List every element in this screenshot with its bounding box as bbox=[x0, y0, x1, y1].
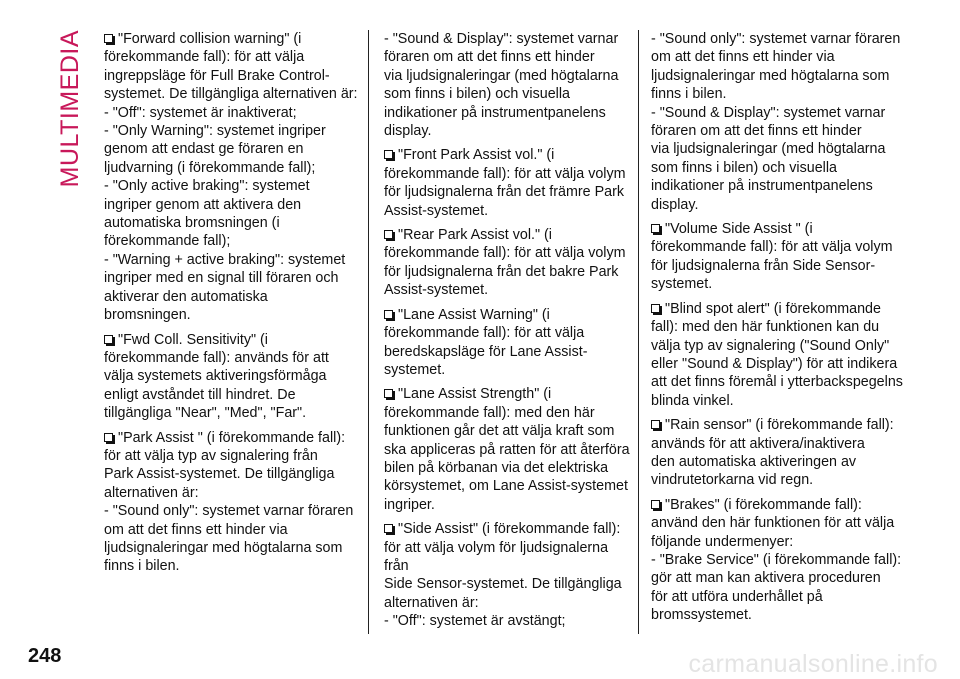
line-text: förekommande fall): för att välja bbox=[104, 49, 305, 66]
line-text: för att välja volym för ljudsignalerna från bbox=[384, 539, 609, 574]
line-text: som finns i bilen) och visuella bbox=[651, 159, 837, 176]
text-line bbox=[104, 465, 358, 483]
text-line bbox=[651, 159, 903, 177]
line-text: blinda vinkel. bbox=[651, 392, 734, 409]
text-line bbox=[104, 67, 358, 85]
checkbox-bullet-icon bbox=[104, 34, 113, 43]
line-text: tillgängliga "Near", "Med", "Far". bbox=[104, 405, 307, 422]
line-text: bromsningen. bbox=[104, 307, 191, 324]
section-label: MULTIMEDIA bbox=[56, 30, 84, 188]
paragraph bbox=[104, 331, 358, 423]
text-line bbox=[104, 404, 358, 422]
text-line bbox=[384, 441, 632, 459]
text-line bbox=[384, 459, 632, 477]
text-line bbox=[104, 521, 358, 539]
line-text: funktionen går det att välja kraft som bbox=[384, 423, 615, 440]
text-line bbox=[104, 159, 358, 177]
line-text: "Rain sensor" (i förekommande fall): bbox=[665, 417, 894, 434]
text-line bbox=[651, 104, 903, 122]
text-line bbox=[384, 226, 632, 244]
text-line bbox=[651, 373, 903, 391]
paragraph bbox=[104, 30, 358, 325]
line-text: används för att aktivera/inaktivera bbox=[651, 435, 865, 452]
text-line bbox=[384, 361, 632, 379]
line-text: att det finns föremål i ytterbackspegelns bbox=[651, 374, 903, 391]
line-text: för att välja typ av signalering från bbox=[104, 447, 318, 464]
line-text: - "Only active braking": systemet bbox=[104, 178, 310, 195]
line-text: eller "Sound & Display") för att indikera bbox=[651, 355, 898, 372]
paragraph bbox=[384, 146, 632, 220]
text-line bbox=[104, 122, 358, 140]
section-tab bbox=[56, 30, 86, 188]
text-line bbox=[384, 306, 632, 324]
text-line bbox=[104, 104, 358, 122]
text-line bbox=[104, 306, 358, 324]
line-text: för ljudsignalerna från det bakre Park bbox=[384, 263, 619, 280]
text-line bbox=[384, 165, 632, 183]
line-text: "Rear Park Assist vol." (i bbox=[398, 227, 552, 244]
paragraph bbox=[384, 306, 632, 380]
line-text: - "Off": systemet är inaktiverat; bbox=[104, 104, 297, 121]
line-text: genom att endast ge föraren en bbox=[104, 141, 304, 158]
line-text: systemet. bbox=[384, 361, 446, 378]
line-text: "Side Assist" (i förekommande fall): bbox=[398, 521, 621, 538]
line-text: "Blind spot alert" (i förekommande bbox=[665, 300, 881, 317]
checkbox-bullet-icon bbox=[384, 150, 393, 159]
text-line bbox=[651, 533, 903, 551]
text-line bbox=[651, 416, 903, 434]
text-line bbox=[651, 453, 903, 471]
line-text: körsystemet, om Lane Assist-systemet bbox=[384, 478, 628, 495]
text-line bbox=[651, 514, 903, 532]
line-text: för ljudsignalerna från Side Sensor- bbox=[651, 257, 876, 274]
line-text: förekommande fall): används för att bbox=[104, 349, 329, 366]
text-line bbox=[651, 551, 903, 569]
text-line bbox=[384, 263, 632, 281]
line-text: finns i bilen. bbox=[104, 558, 180, 575]
line-text: "Fwd Coll. Sensitivity" (i bbox=[118, 331, 268, 348]
line-text: automatiska bromsningen (i bbox=[104, 215, 280, 232]
paragraph bbox=[104, 429, 358, 576]
checkbox-bullet-icon bbox=[384, 524, 393, 533]
line-text: vindrutetorkarna vid regn. bbox=[651, 472, 814, 489]
text-line bbox=[651, 318, 903, 336]
line-text: Side Sensor-systemet. De tillgängliga bbox=[384, 576, 622, 593]
line-text: "Park Assist " (i förekommande fall): bbox=[118, 429, 346, 446]
line-text: ska appliceras på ratten för att återföra bbox=[384, 441, 630, 458]
paragraph bbox=[651, 416, 903, 490]
line-text: enligt avståndet till hindret. De bbox=[104, 386, 296, 403]
text-line bbox=[651, 30, 903, 48]
text-line bbox=[104, 331, 358, 349]
line-text: aktiverar den automatiska bbox=[104, 288, 268, 305]
line-text: för ljudsignalerna från det främre Park bbox=[384, 184, 624, 201]
text-line bbox=[384, 30, 632, 48]
line-text: välja typ av signalering ("Sound Only" bbox=[651, 337, 890, 354]
text-line bbox=[104, 367, 358, 385]
text-line bbox=[104, 447, 358, 465]
line-text: använd den här funktionen för att välja bbox=[651, 515, 895, 532]
text-line bbox=[104, 484, 358, 502]
text-column-3 bbox=[651, 30, 903, 631]
paragraph bbox=[651, 30, 903, 214]
line-text: välja systemets aktiveringsförmåga bbox=[104, 368, 327, 385]
text-line bbox=[651, 392, 903, 410]
text-line bbox=[104, 30, 358, 48]
text-line bbox=[104, 251, 358, 269]
line-text: Assist-systemet. bbox=[384, 202, 489, 219]
checkbox-bullet-icon bbox=[104, 433, 113, 442]
text-line bbox=[384, 85, 632, 103]
text-line bbox=[104, 429, 358, 447]
text-line bbox=[384, 202, 632, 220]
line-text: "Front Park Assist vol." (i bbox=[398, 147, 555, 164]
line-text: följande undermenyer: bbox=[651, 533, 794, 550]
text-line bbox=[384, 496, 632, 514]
text-line bbox=[384, 404, 632, 422]
line-text: - "Sound & Display": systemet varnar bbox=[384, 31, 619, 47]
line-text: förekommande fall): för att välja volym bbox=[384, 245, 626, 262]
text-line bbox=[651, 196, 903, 214]
text-line bbox=[651, 471, 903, 489]
paragraph bbox=[384, 385, 632, 514]
text-line bbox=[384, 594, 632, 612]
line-text: "Lane Assist Strength" (i bbox=[398, 386, 552, 403]
text-line bbox=[384, 422, 632, 440]
line-text: display. bbox=[651, 196, 699, 213]
text-line bbox=[104, 214, 358, 232]
text-line bbox=[384, 104, 632, 122]
line-text: alternativen är: bbox=[384, 594, 479, 611]
line-text: via ljudsignaleringar (med högtalarna bbox=[384, 67, 619, 84]
line-text: om att det finns ett hinder via bbox=[104, 521, 288, 538]
text-line bbox=[651, 238, 903, 256]
line-text: fall): med den här funktionen kan du bbox=[651, 319, 880, 336]
text-line bbox=[104, 85, 358, 103]
line-text: indikationer på instrumentpanelens bbox=[651, 178, 873, 195]
text-line bbox=[384, 183, 632, 201]
text-line bbox=[104, 140, 358, 158]
text-line bbox=[104, 196, 358, 214]
text-line bbox=[651, 220, 903, 238]
checkbox-bullet-icon bbox=[104, 335, 113, 344]
text-line bbox=[384, 122, 632, 140]
line-text: förekommande fall): för att välja volym bbox=[384, 165, 626, 182]
text-line bbox=[651, 257, 903, 275]
text-line bbox=[384, 146, 632, 164]
checkbox-bullet-icon bbox=[384, 230, 393, 239]
column-divider bbox=[638, 30, 639, 634]
line-text: föraren om att det finns ett hinder bbox=[651, 123, 862, 140]
line-text: gör att man kan aktivera proceduren bbox=[651, 570, 881, 587]
text-line bbox=[651, 85, 903, 103]
line-text: för att utföra underhållet på bbox=[651, 588, 823, 605]
line-text: ljudsignaleringar med högtalarna som bbox=[651, 67, 890, 84]
line-text: ingreppsläge för Full Brake Control- bbox=[104, 67, 330, 84]
line-text: förekommande fall): för att välja bbox=[384, 325, 585, 342]
paragraph bbox=[651, 300, 903, 410]
checkbox-bullet-icon bbox=[651, 420, 660, 429]
checkbox-bullet-icon bbox=[384, 389, 393, 398]
text-column-1 bbox=[104, 30, 358, 582]
text-line bbox=[651, 122, 903, 140]
checkbox-bullet-icon bbox=[651, 224, 660, 233]
text-line bbox=[384, 520, 632, 538]
line-text: "Lane Assist Warning" (i bbox=[398, 306, 550, 323]
text-line bbox=[651, 606, 903, 624]
line-text: - "Sound only": systemet varnar föraren bbox=[651, 31, 901, 47]
line-text: "Brakes" (i förekommande fall): bbox=[665, 496, 862, 513]
text-line bbox=[384, 385, 632, 403]
text-line bbox=[384, 67, 632, 85]
text-line bbox=[384, 244, 632, 262]
line-text: bromssystemet. bbox=[651, 607, 752, 624]
text-line bbox=[104, 177, 358, 195]
text-line bbox=[384, 48, 632, 66]
line-text: display. bbox=[384, 123, 432, 140]
text-line bbox=[651, 337, 903, 355]
text-line bbox=[104, 349, 358, 367]
line-text: ingriper med en signal till föraren och bbox=[104, 270, 339, 287]
text-line bbox=[651, 275, 903, 293]
line-text: ljudvarning (i förekommande fall); bbox=[104, 159, 316, 176]
text-line bbox=[384, 343, 632, 361]
line-text: om att det finns ett hinder via bbox=[651, 49, 835, 66]
line-text: förekommande fall): med den här bbox=[384, 404, 595, 421]
line-text: den automatiska aktiveringen av bbox=[651, 453, 857, 470]
paragraph bbox=[651, 496, 903, 625]
line-text: Park Assist-systemet. De tillgängliga bbox=[104, 466, 335, 483]
line-text: föraren om att det finns ett hinder bbox=[384, 49, 595, 66]
text-line bbox=[104, 48, 358, 66]
line-text: - "Only Warning": systemet ingriper bbox=[104, 123, 326, 140]
line-text: ljudsignaleringar med högtalarna som bbox=[104, 539, 343, 556]
text-line bbox=[651, 177, 903, 195]
line-text: systemet. bbox=[651, 276, 713, 293]
line-text: - "Warning + active braking": systemet bbox=[104, 251, 346, 268]
paragraph bbox=[384, 30, 632, 140]
line-text: bilen på körbanan via det elektriska bbox=[384, 459, 609, 476]
line-text: "Forward collision warning" (i bbox=[118, 31, 302, 47]
line-text: via ljudsignaleringar (med högtalarna bbox=[651, 141, 886, 158]
text-line bbox=[104, 502, 358, 520]
text-line bbox=[104, 269, 358, 287]
column-divider bbox=[368, 30, 369, 634]
text-line bbox=[384, 539, 632, 576]
paragraph bbox=[651, 220, 903, 294]
line-text: - "Brake Service" (i förekommande fall): bbox=[651, 551, 902, 568]
text-line bbox=[384, 324, 632, 342]
text-line bbox=[104, 557, 358, 575]
page-number: 248 bbox=[28, 645, 62, 667]
line-text: ingriper genom att aktivera den bbox=[104, 196, 302, 213]
line-text: - "Off": systemet är avstängt; bbox=[384, 613, 566, 630]
text-line bbox=[651, 300, 903, 318]
line-text: indikationer på instrumentpanelens bbox=[384, 104, 606, 121]
text-line bbox=[651, 435, 903, 453]
line-text: som finns i bilen) och visuella bbox=[384, 86, 570, 103]
paragraph bbox=[384, 226, 632, 300]
line-text: finns i bilen. bbox=[651, 86, 727, 103]
text-line bbox=[384, 477, 632, 495]
text-line bbox=[651, 140, 903, 158]
text-line bbox=[104, 386, 358, 404]
text-line bbox=[384, 612, 632, 630]
line-text: ingriper. bbox=[384, 496, 435, 513]
text-column-2 bbox=[384, 30, 632, 637]
line-text: beredskapsläge för Lane Assist- bbox=[384, 343, 588, 360]
text-line bbox=[651, 569, 903, 587]
checkbox-bullet-icon bbox=[651, 500, 660, 509]
line-text: förekommande fall); bbox=[104, 233, 231, 250]
checkbox-bullet-icon bbox=[651, 304, 660, 313]
text-line bbox=[104, 539, 358, 557]
text-line bbox=[651, 496, 903, 514]
text-line bbox=[104, 288, 358, 306]
text-line bbox=[651, 48, 903, 66]
text-line bbox=[384, 281, 632, 299]
line-text: - "Sound only": systemet varnar föraren bbox=[104, 503, 354, 520]
text-line bbox=[104, 232, 358, 250]
paragraph bbox=[384, 520, 632, 630]
line-text: förekommande fall): för att välja volym bbox=[651, 239, 893, 256]
watermark: carmanualsonline.info bbox=[688, 650, 938, 678]
line-text: alternativen är: bbox=[104, 484, 199, 501]
text-line bbox=[651, 355, 903, 373]
text-line bbox=[651, 67, 903, 85]
line-text: systemet. De tillgängliga alternativen är: bbox=[104, 86, 358, 103]
line-text: "Volume Side Assist " (i bbox=[665, 221, 813, 238]
text-line bbox=[651, 588, 903, 606]
checkbox-bullet-icon bbox=[384, 310, 393, 319]
line-text: Assist-systemet. bbox=[384, 282, 489, 299]
text-line bbox=[384, 575, 632, 593]
line-text: - "Sound & Display": systemet varnar bbox=[651, 104, 886, 121]
